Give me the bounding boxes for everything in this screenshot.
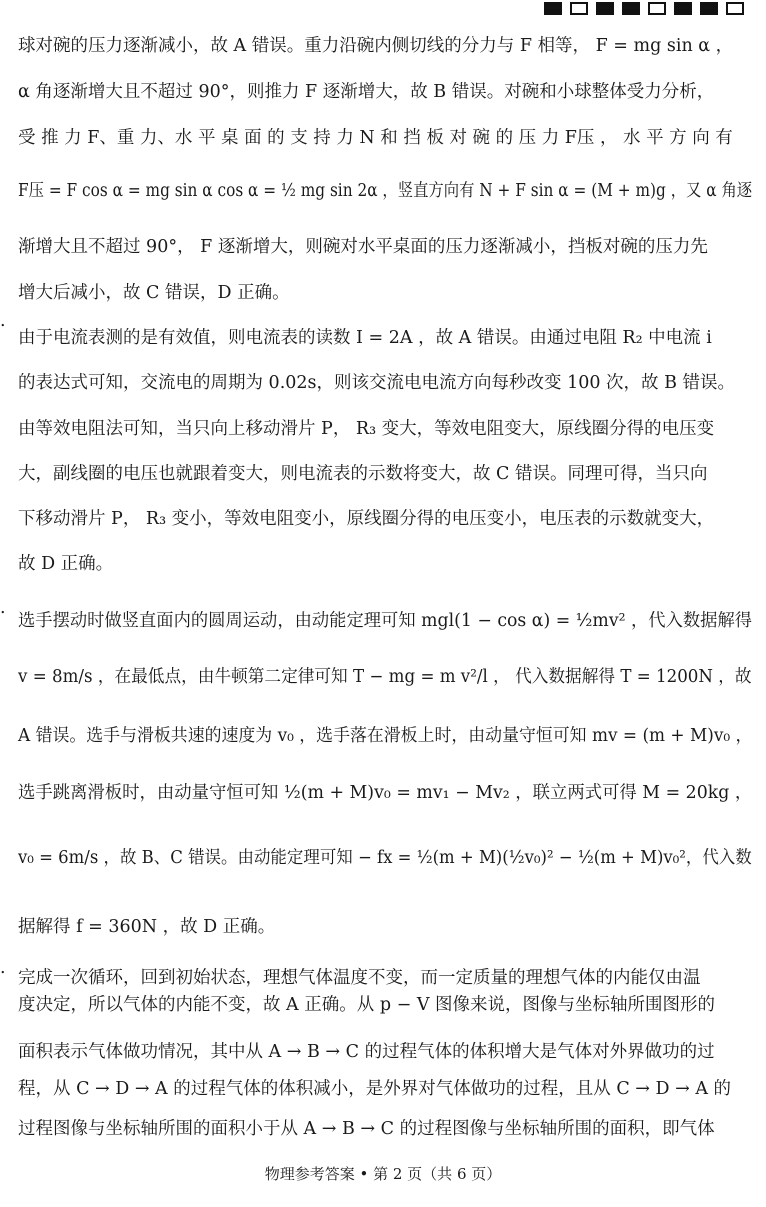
filled-square-mark: [674, 2, 692, 15]
text-line: A 错误。选手与滑板共速的速度为 v₀ ，选手落在滑板上时，由动量守恒可知 mv = (m + M)v₀ ，: [18, 726, 753, 746]
text-line: 据解得 f = 360N ，故 D 正确。: [18, 917, 276, 937]
header-marks: [544, 2, 744, 15]
text-line: 选手摆动时做竖直面内的圆周运动，由动能定理可知 mgl(1 − cos α) = ½mv² ，代入数据解得: [18, 611, 753, 631]
text-line: 度决定，所以气体的内能不变，故 A 正确。从 p − V 图像来说，图像与坐标轴所围图形的: [18, 995, 716, 1015]
text-line: 面积表示气体做功情况，其中从 A → B → C 的过程气体的体积增大是气体对外界做功的过: [18, 1042, 715, 1062]
text-line: 大，副线圈的电压也就跟着变大，则电流表的示数将变大，故 C 错误。同理可得，当只向: [18, 464, 708, 484]
item-bullet: .: [0, 311, 6, 331]
item-bullet: .: [0, 958, 6, 978]
text-line: 增大后减小，故 C 错误，D 正确。: [18, 283, 290, 303]
page-footer: 物理参考答案 • 第 2 页（共 6 页）: [264, 1165, 502, 1183]
item-bullet: .: [0, 598, 6, 618]
text-line: α 角逐渐增大且不超过 90°，则推力 F 逐渐增大，故 B 错误。对碗和小球整体受力分析，: [18, 82, 715, 102]
text-line: 选手跳离滑板时，由动量守恒可知 ½(m + M)v₀ = mv₁ − Mv₂ ，联立两式可得 M = 20kg ，: [18, 783, 753, 803]
text-line: 由于电流表测的是有效值，则电流表的读数 I = 2A ，故 A 错误。由通过电阻 R₂ 中电流 i: [18, 328, 712, 348]
open-square-mark: [570, 2, 588, 15]
text-line: 过程图像与坐标轴所围的面积小于从 A → B → C 的过程图像与坐标轴所围的面积，即气体: [18, 1119, 715, 1139]
text-line: 渐增大且不超过 90°， F 逐渐增大，则碗对水平桌面的压力逐渐减小，挡板对碗的压力先: [18, 237, 708, 257]
text-line: v₀ = 6m/s ，故 B、C 错误。由动能定理可知 − fx = ½(m + M)(½v₀)² − ½(m + M)v₀²，代入数: [18, 848, 752, 868]
text-line: v = 8m/s ，在最低点，由牛顿第二定律可知 T − mg = m v²/l ， 代入数据解得 T = 1200N ，故: [18, 667, 752, 687]
filled-square-mark: [596, 2, 614, 15]
text-line: 由等效电阻法可知，当只向上移动滑片 P， R₃ 变大，等效电阻变大，原线圈分得的电压变: [18, 419, 715, 439]
text-line: 完成一次循环，回到初始状态，理想气体温度不变，而一定质量的理想气体的内能仅由温: [18, 968, 701, 988]
filled-square-mark: [544, 2, 562, 15]
text-line: 球对碗的压力逐渐减小，故 A 错误。重力沿碗内侧切线的分力与 F 相等， F = mg sin α ，: [18, 36, 734, 56]
open-square-mark: [648, 2, 666, 15]
text-line: F压 = F cos α = mg sin α cos α = ½ mg sin 2α ，竖直方向有 N + F sin α = (M + m)g ，又 α 角逐: [18, 181, 753, 201]
text-line: 下移动滑片 P， R₃ 变小，等效电阻变小，原线圈分得的电压变小，电压表的示数就变大，: [18, 509, 715, 529]
text-line: 受 推 力 F、重 力、水 平 桌 面 的 支 持 力 N 和 挡 板 对 碗 的 压 力 F压 ， 水 平 方 向 有: [18, 128, 733, 148]
filled-square-mark: [700, 2, 718, 15]
text-line: 故 D 正确。: [18, 554, 114, 574]
filled-square-mark: [622, 2, 640, 15]
text-line: 的表达式可知，交流电的周期为 0.02s，则该交流电电流方向每秒改变 100 次，故 B 错误。: [18, 373, 736, 393]
open-square-mark: [726, 2, 744, 15]
text-line: 程，从 C → D → A 的过程气体的体积减小，是外界对气体做功的过程，且从 C → D → A 的: [18, 1079, 732, 1099]
